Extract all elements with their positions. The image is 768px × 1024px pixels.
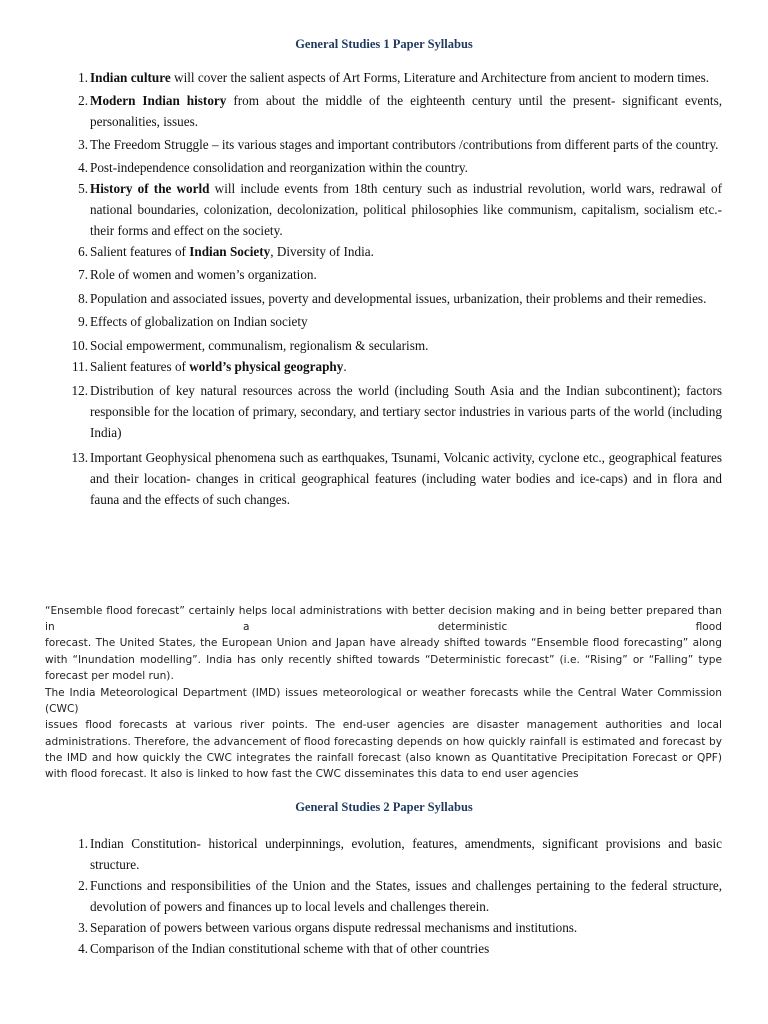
item-text: will include events from 18th century such as industrial revolution, world wars, redrawal of national boundaries, colonization, decolonization, political philosophies like communism, capitalism, socialism etc.- their forms and effect on the society. <box>90 181 722 238</box>
item-number: 3. <box>78 137 88 152</box>
list-item <box>62 178 722 241</box>
gs2-syllabus-list <box>62 833 722 959</box>
item-text: Salient features of <box>90 244 190 259</box>
item-number: 2. <box>78 878 88 893</box>
item-text: Post-independence consolidation and reorganization within the country. <box>90 160 468 175</box>
item-bold-text: Indian Society <box>189 244 271 259</box>
list-item <box>62 875 722 917</box>
item-number: 10. <box>71 338 88 353</box>
item-text: Important Geophysical phenomena such as earthquakes, Tsunami, Volcanic activity, cyclone etc., geographical features and their location- changes in critical geographical features (including water bodies and ice-caps) and in flora and fauna and the effects of such changes. <box>90 450 722 507</box>
item-text: Social empowerment, communalism, regionalism & secularism. <box>90 338 429 353</box>
item-number: 13. <box>71 450 88 465</box>
item-number: 8. <box>78 291 88 306</box>
list-item <box>62 938 722 959</box>
list-item <box>62 67 722 88</box>
list-item <box>62 833 722 875</box>
list-item <box>62 264 722 285</box>
item-text: Comparison of the Indian constitutional scheme with that of other countries <box>90 941 490 956</box>
item-number: 4. <box>78 941 88 956</box>
item-bold-text: Indian culture <box>90 70 171 85</box>
item-number: 2. <box>78 93 88 108</box>
item-text: The Freedom Struggle – its various stages and important contributors /contributions from different parts of the country. <box>90 137 719 152</box>
list-item <box>62 917 722 938</box>
list-item <box>62 447 722 510</box>
item-number: 6. <box>78 244 88 259</box>
list-item <box>62 356 722 377</box>
item-bold-text: Modern Indian history <box>90 93 227 108</box>
item-text: Indian Constitution- historical underpinnings, evolution, features, amendments, significant provisions and basic structure. <box>90 836 722 872</box>
paragraph-text: issues flood forecasts at various river points. The end-user agencies are disaster management authorities and local administrations. Therefore, the advancement of flood forecasting depends on how quickly rainfall is estimated and forecast by the IMD and how quickly the CWC integrates the rainfall forecast (also known as Quantitative Precipitation Forecast or QPF) with flood forecast. It also is linked to how fast the CWC disseminates this data to end user agencies <box>45 719 722 781</box>
flood-forecast-paragraph-1 <box>45 603 722 684</box>
item-text: Distribution of key natural resources across the world (including South Asia and the Indian subcontinent); factors responsible for the location of primary, secondary, and tertiary sector industries in various parts of the world (including India) <box>90 383 722 440</box>
item-text: Salient features of <box>90 359 190 374</box>
list-item <box>62 157 722 178</box>
item-number: 11. <box>72 359 88 374</box>
item-text: from about the middle of the eighteenth century until the present- significant events, personalities, issues. <box>90 93 723 129</box>
item-number: 5. <box>78 181 88 196</box>
paragraph-line: The India Meteorological Department (IMD) issues meteorological or weather forecasts while the Central Water Commission (CWC) <box>45 687 722 716</box>
item-bold-text: History of the world <box>90 181 210 196</box>
list-item <box>62 311 722 332</box>
item-number: 12. <box>71 383 88 398</box>
gs2-heading: General Studies 2 Paper Syllabus <box>295 800 473 814</box>
item-text: Population and associated issues, poverty and developmental issues, urbanization, their problems and their remedies. <box>90 291 707 306</box>
list-item <box>62 90 722 132</box>
list-item <box>62 241 722 262</box>
item-text: will cover the salient aspects of Art Forms, Literature and Architecture from ancient to modern times. <box>170 70 710 85</box>
item-text: Functions and responsibilities of the Union and the States, issues and challenges pertaining to the federal structure, devolution of powers and finances up to local levels and challenges therein. <box>90 878 722 914</box>
list-item <box>62 335 722 356</box>
item-number: 1. <box>78 70 88 85</box>
list-item <box>62 288 722 309</box>
flood-forecast-paragraph-2 <box>45 685 722 782</box>
item-number: 4. <box>78 160 88 175</box>
list-item <box>62 380 722 443</box>
item-text: Effects of globalization on Indian society <box>90 314 308 329</box>
item-number: 9. <box>78 314 88 329</box>
item-number: 3. <box>78 920 88 935</box>
gs1-heading: General Studies 1 Paper Syllabus <box>295 37 473 51</box>
item-text: Separation of powers between various organs dispute redressal mechanisms and institutions. <box>90 920 578 935</box>
item-text: , Diversity of India. <box>270 244 374 259</box>
list-item <box>62 134 722 155</box>
item-bold-text: world’s physical geography <box>189 359 344 374</box>
gs1-syllabus-list <box>62 67 722 510</box>
item-text: . <box>343 359 347 374</box>
item-number: 7. <box>78 267 88 282</box>
paragraph-text: forecast. The United States, the European Union and Japan have already shifted towards “Ensemble flood forecasting” along with “Inundation modelling”. India has only recently shifted towards “Deterministic forecast” (i.e. “Rising” or “Falling” type forecast per model run). <box>45 637 722 682</box>
paragraph-line: “Ensemble flood forecast” certainly helps local administrations with better decision making and in being better prepared than in a deterministic flood <box>45 605 722 634</box>
item-text: Role of women and women’s organization. <box>90 267 317 282</box>
item-number: 1. <box>78 836 88 851</box>
